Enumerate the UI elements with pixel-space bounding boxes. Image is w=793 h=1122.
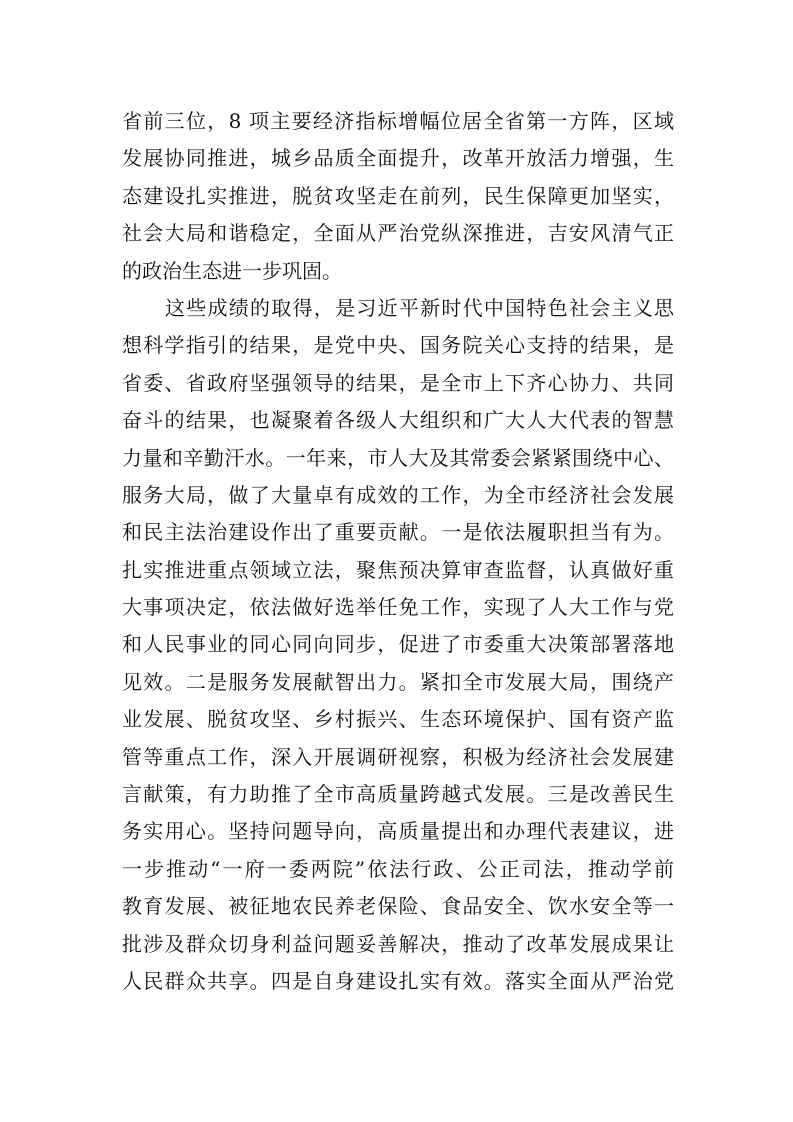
text-line: 服务大局，做了大量卓有成效的工作，为全市经济社会发展 <box>122 482 674 507</box>
body-text <box>122 103 674 1000</box>
text-line: 务实用心。坚持问题导向，高质量提出和办理代表建议，进 <box>122 819 674 844</box>
text-line: 批涉及群众切身利益问题妥善解决，推动了改革发展成果让 <box>122 931 674 956</box>
text-line: 想科学指引的结果，是党中央、国务院关心支持的结果，是 <box>122 333 674 358</box>
text-line: 和人民事业的同心同向同步，促进了市委重大决策部署落地 <box>122 632 674 657</box>
paragraph-continuation <box>122 103 674 290</box>
text-line: 省委、省政府坚强领导的结果，是全市上下齐心协力、共同 <box>122 370 674 395</box>
text-line: 社会大局和谐稳定，全面从严治党纵深推进，吉安风清气正 <box>122 221 674 246</box>
text-line: 教育发展、被征地农民养老保险、食品安全、饮水安全等一 <box>122 894 674 919</box>
text-line: 态建设扎实推进，脱贫攻坚走在前列，民生保障更加坚实， <box>122 183 674 208</box>
text-line: 大事项决定，依法做好选举任免工作，实现了人大工作与党 <box>122 595 674 620</box>
text-line: 一步推动“一府一委两院”依法行政、公正司法，推动学前 <box>122 856 674 881</box>
text-line: 业发展、脱贫攻坚、乡村振兴、生态环境保护、国有资产监 <box>122 707 674 732</box>
text-line: 发展协同推进，城乡品质全面提升，改革开放活力增强，生 <box>122 146 674 171</box>
text-line: 人民群众共享。四是自身建设扎实有效。落实全面从严治党 <box>122 968 674 993</box>
paragraph-achievements <box>122 290 674 1000</box>
text-line: 管等重点工作，深入开展调研视察，积极为经济社会发展建 <box>122 744 674 769</box>
text-line: 扎实推进重点领域立法，聚焦预决算审查监督，认真做好重 <box>122 557 674 582</box>
text-line: 力量和辛勤汗水。一年来，市人大及其常委会紧紧围绕中心、 <box>122 445 674 470</box>
text-line: 这些成绩的取得，是习近平新时代中国特色社会主义思 <box>165 295 674 320</box>
text-line: 言献策，有力助推了全市高质量跨越式发展。三是改善民生 <box>122 782 674 807</box>
text-line: 和民主法治建设作出了重要贡献。一是依法履职担当有为。 <box>122 520 674 545</box>
text-line: 见效。二是服务发展献智出力。紧扣全市发展大局，围绕产 <box>122 669 674 694</box>
text-line: 省前三位，8 项主要经济指标增幅位居全省第一方阵，区域 <box>122 109 674 133</box>
text-line: 奋斗的结果，也凝聚着各级人大组织和广大人大代表的智慧 <box>122 408 674 433</box>
text-line: 的政治生态进一步巩固。 <box>122 258 342 283</box>
